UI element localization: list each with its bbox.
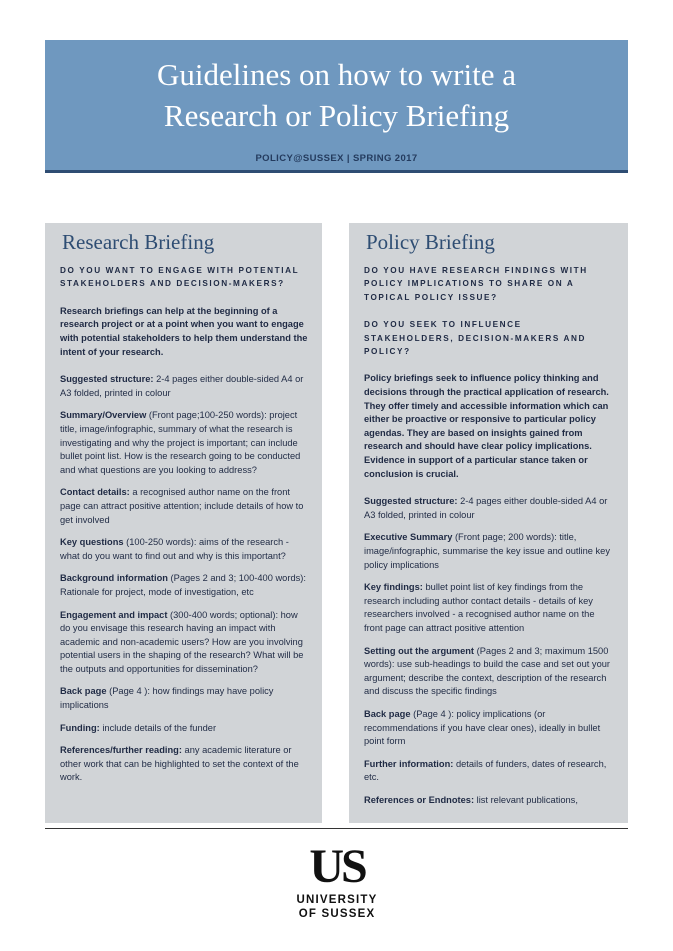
policy-briefing-title: Policy Briefing bbox=[366, 230, 495, 254]
research-item: Key questions (100-250 words): aims of the research - what do you want to find out and why is this important? bbox=[60, 537, 289, 561]
title-line-2: Research or Policy Briefing bbox=[163, 98, 510, 133]
policy-question-1: DO YOU HAVE RESEARCH FINDINGS WITH POLICY IMPLICATIONS TO SHARE ON A TOPICAL POLICY ISSUE? bbox=[364, 266, 588, 302]
header-banner bbox=[45, 40, 628, 173]
research-briefing-panel bbox=[45, 223, 322, 823]
policy-briefing-panel bbox=[349, 223, 628, 823]
page-title bbox=[45, 54, 628, 136]
research-item: Summary/Overview (Front page;100-250 words): project title, image/infographic, summary of what the research is investigating and why the project is important; can include bullet point list. How is the research going to be conducted and what questions are you looking to address? bbox=[60, 410, 301, 475]
title-line-1: Guidelines on how to write a bbox=[156, 57, 516, 92]
policy-item: Setting out the argument (Pages 2 and 3; maximum 1500 words): use sub-headings to build the case and set out your argument; describe the context, description of the research and discuss the specific findings bbox=[364, 645, 610, 697]
university-logo bbox=[285, 840, 389, 921]
research-intro: Research briefings can help at the beginning of a research project or at a point when you want to engage with potential stakeholders to help them understand the intent of your research. bbox=[60, 305, 308, 357]
page-subtitle: POLICY@SUSSEX | SPRING 2017 bbox=[255, 153, 418, 164]
research-item: Suggested structure: 2-4 pages either double-sided A4 or A3 folded, printed in colour bbox=[60, 374, 304, 398]
policy-item: Further information: details of funders, dates of research, etc. bbox=[364, 758, 607, 783]
logo-line-1: UNIVERSITY bbox=[296, 894, 378, 906]
logo-line-2: OF SUSSEX bbox=[298, 908, 376, 920]
policy-question-2: DO YOU SEEK TO INFLUENCE STAKEHOLDERS, DECISION-MAKERS AND POLICY? bbox=[364, 320, 587, 357]
research-item: References/further reading: any academic literature or other work that can be highlighted to set the context of the work. bbox=[60, 745, 299, 783]
policy-item: Executive Summary (Front page; 200 words): title, image/infographic, summarise the key issue and outline key policy implications bbox=[364, 532, 610, 570]
research-question: DO YOU WANT TO ENGAGE WITH POTENTIAL STAKEHOLDERS AND DECISION-MAKERS? bbox=[60, 266, 300, 289]
logo-mark: US bbox=[309, 840, 365, 893]
research-item: Background information (Pages 2 and 3; 100-400 words): Rationale for project, mode of investigation, etc bbox=[60, 573, 306, 597]
research-item: Back page (Page 4 ): how findings may have policy implications bbox=[60, 686, 274, 711]
policy-item: Key findings: bullet point list of key findings from the research including author contact details - details of key researchers involved - a recognised author name on the front page can attract positive attention bbox=[364, 582, 595, 633]
research-item: Engagement and impact (300-400 words; optional): how do you envisage this research having an impact with academic and non-academic users? How are you involving potential users in the shaping of the research? What will be the outputs and opportunities for dissemination? bbox=[60, 609, 304, 674]
logo-text bbox=[285, 893, 389, 921]
policy-intro: Policy briefings seek to influence policy thinking and decisions through the practical application of research. They offer timely and accessible information which can either be proactive or responsive to particular policy agendas. They are based on insights gained from research and should have clear policy implications. Evidence in support of a particular stance taken or conclusion is crucial. bbox=[364, 373, 609, 479]
footer-divider bbox=[45, 828, 628, 829]
policy-item: Suggested structure: 2-4 pages either double-sided A4 or A3 folded, printed in colour bbox=[364, 496, 608, 520]
research-item: Funding: include details of the funder bbox=[60, 722, 217, 733]
policy-item: References or Endnotes: list relevant publications, bbox=[364, 794, 578, 805]
research-item: Contact details: a recognised author name on the front page can attract positive attention; include details of how to get involved bbox=[60, 487, 304, 525]
policy-item: Back page (Page 4 ): policy implications (or recommendations if you have clear ones), ideally in bullet point form bbox=[364, 708, 601, 747]
research-briefing-title: Research Briefing bbox=[62, 230, 215, 254]
